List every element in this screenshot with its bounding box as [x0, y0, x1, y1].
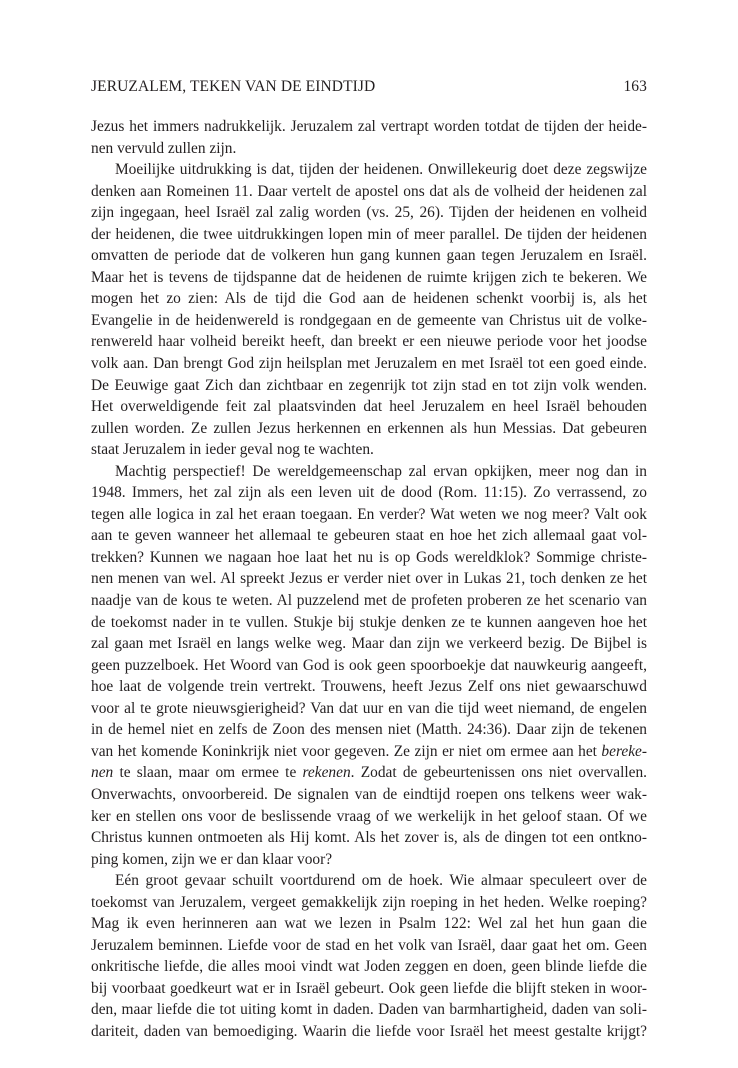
line-text: zijn ingegaan, heel Israël zal zalig worden (vs. 25, 26). Tijden der heidenen en volheid — [91, 204, 647, 222]
text-line — [91, 375, 647, 397]
text-line — [91, 806, 647, 828]
text-line — [91, 396, 647, 418]
line-text: zullen worden. Ze zullen Jezus herkennen en erkennen als hun Messias. Dat gebeuren — [91, 419, 647, 437]
text-line — [91, 892, 647, 914]
line-text: De Eeuwige gaat Zich dan zichtbaar en zegenrijk tot zijn stad en tot zijn volk wenden. — [91, 376, 647, 394]
line-text: voor al te grote nieuwsgierigheid? Van dat uur en van die tijd weet niemand, de engelen — [91, 699, 647, 717]
body-text — [91, 116, 647, 1043]
text-line — [91, 224, 647, 246]
text-line — [91, 310, 647, 332]
line-text: Maar het is tevens de tijdspanne dat de heidenen de ruimte krijgen zich te bekeren. We — [91, 268, 647, 286]
line-text: aan te geven wanneer het allemaal te gebeuren staat en hoe het zich allemaal gaat vol- — [91, 527, 647, 545]
line-text: omvatten de periode dat de volkeren hun gang kunnen gaan tegen Jeruzalem en Israël. — [91, 247, 647, 265]
line-text: Mag ik even herinneren aan wat we lezen in Psalm 122: Wel zal het hun gaan die — [91, 915, 647, 933]
text-line — [91, 288, 647, 310]
line-text: naadje van de kous te weten. Al puzzelend met de profeten proberen ze het scenario van — [91, 592, 647, 610]
line-text: der heidenen, die twee uitdrukkingen lopen min of meer parallel. De tijden der heidenen — [91, 225, 647, 243]
line-text: mogen het zo zien: Als de tijd die God aan de heidenen schenkt voorbij is, als het — [91, 290, 647, 308]
line-text: Machtig perspectief! De wereldgemeenschap zal ervan opkijken, meer nog dan in — [115, 462, 647, 480]
line-text: 1948. Immers, het zal zijn als een leven uit de dood (Rom. 11:15). Zo verrassend, zo — [91, 484, 647, 502]
emphasis-text: rekenen — [302, 764, 351, 782]
text-line — [91, 116, 647, 138]
book-page — [91, 76, 647, 1043]
line-text: nen menen van wel. Al spreekt Jezus er verder niet over in Lukas 21, toch denken ze het — [91, 570, 647, 588]
line-text: staat Jeruzalem in ieder geval nog te wachten. — [91, 441, 374, 459]
line-text: tegen alle logica in zal het eraan toegaan. En verder? Wat weten we nog meer? Valt ook — [91, 505, 647, 523]
text-line — [91, 1021, 647, 1043]
text-line — [91, 547, 647, 569]
text-line — [91, 353, 647, 375]
text-line — [91, 267, 647, 289]
line-text: nen vervuld zullen zijn. — [91, 139, 237, 157]
text-line — [91, 676, 647, 698]
line-text: Onverwachts, onvoorbereid. De signalen van de eindtijd roepen ons telkens weer wak- — [91, 785, 647, 803]
text-line — [91, 956, 647, 978]
line-text: renwereld haar volheid bereikt heeft, dan breekt er een nieuwe periode voor het joodse — [91, 333, 647, 351]
emphasis-text: nen — [91, 764, 114, 782]
text-line — [91, 935, 647, 957]
running-head-title: JERUZALEM, TEKEN VAN DE EINDTIJD — [91, 78, 376, 95]
line-text: Jeruzalem beminnen. Liefde voor de stad en het volk van Israël, daar gaat het om. Geen — [91, 936, 647, 954]
line-text: denken aan Romeinen 11. Daar vertelt de apostel ons dat als de volheid der heidenen zal — [91, 182, 647, 200]
text-line — [91, 525, 647, 547]
text-line — [91, 504, 647, 526]
text-line — [91, 762, 647, 784]
page-number: 163 — [623, 78, 647, 95]
text-line — [91, 978, 647, 1000]
line-text: onkritische liefde, die alles mooi vindt wat Joden zeggen en doen, geen blinde liefde die — [91, 958, 647, 976]
line-text: in de hemel niet en zelfs de Zoon des mensen niet (Matth. 24:36). Daar zijn de tekenen — [91, 721, 647, 739]
line-text: Jezus het immers nadrukkelijk. Jeruzalem zal vertrapt worden totdat de tijden der heide- — [91, 118, 647, 135]
line-text: toekomst van Jeruzalem, vergeet gemakkelijk zijn roeping in het heden. Welke roeping? — [91, 893, 647, 911]
text-line — [91, 655, 647, 677]
line-text: ker en stellen ons voor de beslissende vraag of we werkelijk in het geloof staan. Of we — [91, 807, 647, 825]
text-line — [91, 827, 647, 849]
line-text: te slaan, maar om ermee te — [113, 764, 303, 782]
text-line — [91, 612, 647, 634]
text-line — [91, 138, 647, 160]
text-line — [91, 568, 647, 590]
line-text: den, maar liefde die tot uiting komt in daden. Daden van barmhartigheid, daden van soli- — [91, 1001, 647, 1019]
text-line — [91, 590, 647, 612]
text-line — [91, 741, 647, 763]
line-text: ping komen, zijn we er dan klaar voor? — [91, 850, 333, 868]
line-text: bij voorbaat goedkeurt wat er in Israël gebeurt. Ook geen liefde die blijft steken in woor- — [91, 979, 647, 997]
line-text: zal gaan met Israël en langs welke weg. Maar dan zijn we verkeerd bezig. De Bijbel is — [91, 635, 647, 653]
text-line — [91, 245, 647, 267]
line-text: dariteit, daden van bemoediging. Waarin die liefde voor Israël het meest gestalte krijgt? — [91, 1022, 647, 1040]
text-line — [91, 719, 647, 741]
text-line — [91, 331, 647, 353]
emphasis-text: bereke- — [601, 742, 647, 760]
line-text: volk aan. Dan brengt God zijn heilsplan met Jeruzalem en met Israël tot een goed einde. — [91, 355, 647, 373]
text-line — [91, 913, 647, 935]
text-line — [91, 181, 647, 203]
text-line — [91, 418, 647, 440]
text-line — [91, 159, 647, 181]
line-text: Eén groot gevaar schuilt voortdurend om de hoek. Wie almaar speculeert over de — [115, 872, 647, 890]
line-text: Het overweldigende feit zal plaatsvinden dat heel Jeruzalem en heel Israël behouden — [91, 398, 647, 416]
text-line — [91, 439, 647, 461]
text-line — [91, 870, 647, 892]
line-text: . Zodat de gebeurtenissen ons niet overvallen. — [350, 764, 647, 782]
running-head — [91, 76, 647, 98]
text-line — [91, 698, 647, 720]
line-text: Moeilijke uitdrukking is dat, tijden der heidenen. Onwillekeurig doet deze zegswijze — [115, 161, 647, 179]
line-text: Evangelie in de heidenwereld is rondgegaan en de gemeente van Christus uit de volke- — [91, 311, 647, 329]
text-line — [91, 633, 647, 655]
line-text: Christus kunnen ontmoeten als Hij komt. Als het zover is, als de dingen tot een ontkno- — [91, 829, 647, 847]
text-line — [91, 482, 647, 504]
line-text: geen puzzelboek. Het Woord van God is ook geen spoorboekje dat nauwkeurig aangeeft, — [91, 656, 647, 674]
text-line — [91, 999, 647, 1021]
line-text: trekken? Kunnen we nagaan hoe laat het nu is op Gods wereldklok? Sommige christe- — [91, 548, 647, 566]
text-line — [91, 784, 647, 806]
text-line — [91, 202, 647, 224]
line-text: de toekomst nader in te vullen. Stukje bij stukje denken ze te kunnen aangeven hoe het — [91, 613, 647, 631]
line-text: hoe laat de volgende trein vertrekt. Trouwens, heeft Jezus Zelf ons niet gewaarschuwd — [91, 678, 647, 696]
text-line — [91, 849, 647, 871]
text-line — [91, 461, 647, 483]
line-text: van het komende Koninkrijk niet voor gegeven. Ze zijn er niet om ermee aan het — [91, 742, 602, 760]
